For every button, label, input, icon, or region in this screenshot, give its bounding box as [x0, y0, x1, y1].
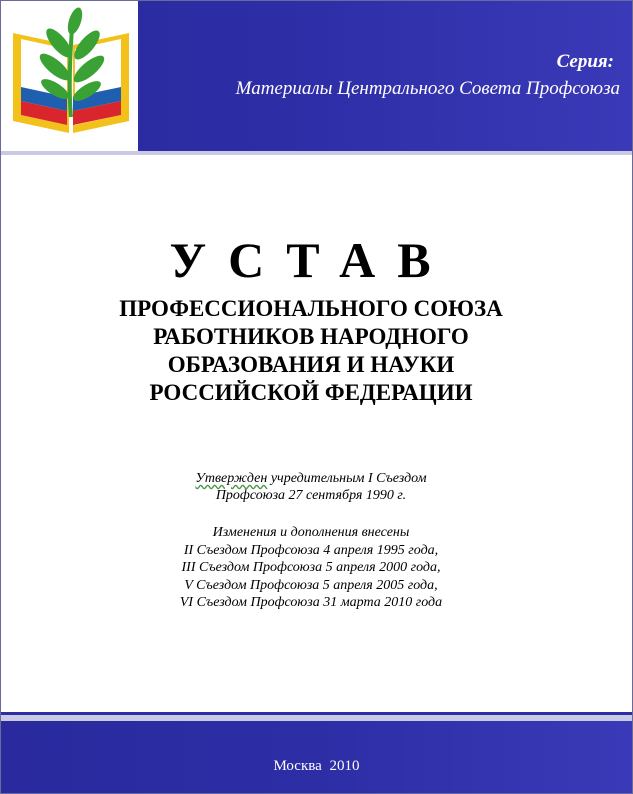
approval-word: Утвержден — [195, 471, 268, 486]
series-label: Серия: — [556, 51, 614, 72]
amendments-line: V Съездом Профсоюза 5 апреля 2005 года, — [184, 577, 438, 593]
approval-line-1 — [1, 470, 621, 487]
amendments-line: VI Съездом Профсоюза 31 марта 2010 года — [179, 595, 443, 610]
subtitle-line: ОБРАЗОВАНИЯ И НАУКИ — [167, 352, 455, 377]
approval-line-2: Профсоюза 27 сентября 1990 г. — [215, 488, 407, 503]
subtitle-line: ПРОФЕССИОНАЛЬНОГО СОЮЗА — [119, 296, 503, 321]
footer-band — [1, 721, 632, 793]
header-divider — [1, 151, 632, 155]
approval-note — [1, 470, 621, 504]
document-title: УСТАВ — [169, 232, 453, 288]
amendments-line: Изменения и дополнения внесены — [212, 525, 410, 540]
series-title: Материалы Центрального Совета Профсоюза — [235, 78, 620, 99]
header-band — [1, 1, 632, 151]
amendments-line: III Съездом Профсоюза 5 апреля 2000 года, — [181, 560, 441, 575]
amendments-note — [1, 524, 621, 612]
trade-union-logo-icon — [7, 5, 135, 147]
amendments-line: II Съездом Профсоюза 4 апреля 1995 года, — [183, 542, 439, 558]
subtitle-line: РОССИЙСКОЙ ФЕДЕРАЦИИ — [149, 380, 473, 405]
approval-line-1-rest: учредительным I Съездом — [270, 471, 427, 486]
subtitle-line: РАБОТНИКОВ НАРОДНОГО — [153, 324, 469, 349]
document-subtitle — [1, 295, 621, 407]
logo-container — [1, 1, 138, 151]
footer-place-year: Москва 2010 — [273, 758, 360, 774]
